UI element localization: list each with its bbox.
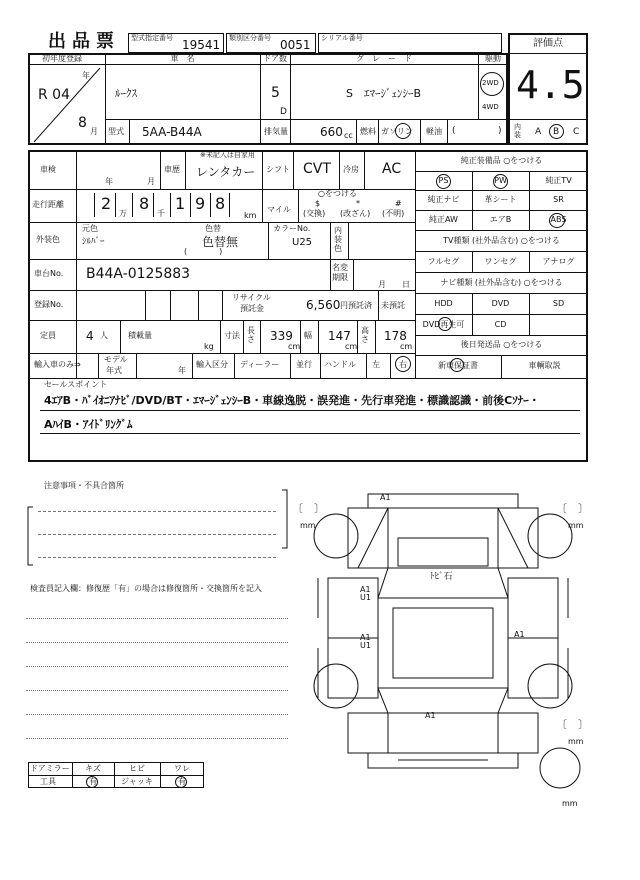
model-value: 5AA-B44A	[142, 125, 202, 139]
mileage-digit-4: 9	[195, 194, 206, 213]
mileage-km-unit: km	[244, 211, 257, 220]
jack-have: 有	[178, 777, 186, 786]
not-deposited: 未預託	[381, 301, 405, 310]
color-label: 外装色	[36, 235, 60, 244]
drive-label: 駆動	[485, 54, 501, 63]
tv-fullseg: フルセグ	[427, 257, 460, 266]
tv-oneseg: ワンセグ	[484, 257, 517, 266]
navi-dvd: DVD	[491, 299, 510, 308]
import-dealer: ディーラー	[240, 360, 280, 369]
jack-label: ジャッキ	[121, 777, 153, 786]
navi-dvd-play-circle	[438, 317, 452, 331]
color-change-label: 色替	[205, 224, 221, 233]
shift-label: シフト	[266, 165, 290, 174]
drive-4wd: 4WD	[482, 103, 499, 111]
class-no-label: 類別区分番号	[229, 34, 271, 42]
ac-value: AC	[382, 161, 402, 177]
recycle-label-1: リサイクル	[232, 293, 271, 302]
svg-text:mm: mm	[568, 521, 584, 530]
cc-label: 排気量	[264, 127, 288, 136]
mirror-scratch: キズ	[85, 764, 101, 773]
notes-label: 注意事項・不具合箇所	[44, 481, 124, 490]
doors-value: 5	[271, 85, 280, 101]
doors-label: ドア数	[263, 54, 287, 63]
equip-ps: PS	[438, 176, 449, 185]
mileage-digit-3: 1	[175, 194, 186, 213]
interior-score-label: 内装	[514, 123, 521, 139]
model-cert-label: 型式指定番号	[131, 34, 173, 42]
handle-right: 右	[399, 360, 407, 369]
ac-label: 冷房	[343, 165, 359, 174]
mileage-digit-1: 2	[101, 194, 112, 213]
mirror-crack: ヒビ	[129, 764, 145, 773]
equip-abs-circle	[549, 213, 565, 228]
equip-ps-circle	[436, 174, 451, 189]
svg-text:mm: mm	[562, 799, 578, 808]
equip-leather: 革シート	[484, 195, 517, 204]
recycle-value: 6,560	[306, 298, 341, 312]
shift-value: CVT	[303, 161, 331, 177]
mileage-unknown: (不明)	[382, 209, 405, 218]
navi-type-label: ナビ種類 (社外品含む) ○をつける	[440, 278, 563, 287]
svg-text:〔 〕: 〔 〕	[556, 718, 589, 731]
car-name-label: 車 名	[170, 54, 195, 63]
fuel-label: 燃料	[360, 127, 376, 136]
import-label: 輸入車のみ⇒	[34, 360, 81, 369]
score-value: 4.5	[516, 63, 585, 107]
mileage-digit-2: 8	[139, 194, 150, 213]
class-no-value: 0051	[280, 38, 311, 52]
model-year-label-1: モデル	[104, 355, 128, 364]
inspection-year-unit: 年	[105, 177, 113, 186]
form-title: 出品票	[48, 31, 120, 52]
cc-unit: cc	[344, 131, 353, 140]
mileage-label: 走行距離	[32, 200, 64, 209]
svg-text:〔 〕: 〔 〕	[556, 502, 589, 515]
drive-2wd: 2WD	[482, 79, 499, 87]
damage-rear: A1	[425, 711, 436, 720]
length-value: 339	[270, 329, 293, 343]
oem-equipment-label: 純正装備品 ○をつける	[460, 156, 543, 165]
reg-no-label: 登録No.	[34, 300, 64, 309]
equip-oem-tv: 純正TV	[545, 176, 572, 185]
interior-score-c: C	[573, 127, 580, 137]
notes-bracket	[25, 487, 290, 567]
equip-abs: ABS	[550, 215, 567, 224]
equip-oem-navi: 純正ナビ	[427, 195, 460, 204]
tool-have-circle	[86, 776, 98, 788]
sales-point-label: セールスポイント	[44, 380, 108, 389]
load-label: 積載量	[128, 331, 152, 340]
mirror-label: ドアミラー	[30, 764, 70, 773]
mileage-hash: #	[395, 199, 402, 208]
later-warranty: 新車保証書	[438, 361, 478, 370]
mileage-sen-unit: 千	[157, 209, 165, 218]
inspection-label: 車検	[40, 165, 56, 174]
first-reg-year-unit: 年	[82, 71, 90, 80]
load-unit: kg	[204, 342, 214, 351]
vin-label: 車台No.	[34, 269, 64, 278]
equip-sunroof: SR	[553, 195, 564, 204]
svg-text:mm: mm	[300, 521, 316, 530]
navi-hdd: HDD	[434, 299, 453, 308]
car-diagram	[288, 478, 628, 818]
mileage-digit-5: 8	[215, 194, 226, 213]
history-value: レンタカー	[196, 165, 256, 179]
mirror-break: ワレ	[174, 764, 190, 773]
later-warranty-circle	[450, 358, 464, 372]
tv-analog: アナログ	[542, 257, 575, 266]
door-type: D	[280, 107, 287, 117]
sales-point-line-1: 4ｴｱB・ﾊﾞｲｵﾆｱﾅﾋﾞ/DVD/BT・ｴﾏｰｼﾞｪﾝｼｰB・車線逸脱・誤発進・先行車発進・標識認識・前後Cｿﾅｰ・	[44, 394, 540, 407]
navi-dvd-play: DVD再生可	[422, 320, 465, 329]
length-unit: cm	[288, 342, 301, 351]
handle-left: 左	[372, 360, 380, 369]
first-reg-label: 初年度登録	[42, 54, 82, 63]
model-year-unit: 年	[178, 366, 186, 375]
capacity-label: 定員	[40, 331, 56, 340]
drive-2wd-circle	[480, 72, 504, 96]
tv-type-label: TV種類 (社外品含む) ○をつける	[443, 236, 560, 245]
fuel-other-close: )	[498, 126, 502, 136]
width-unit: cm	[345, 342, 358, 351]
handle-label: ハンドル	[324, 360, 356, 369]
width-value: 147	[328, 329, 351, 343]
inspection-month-unit: 月	[147, 177, 155, 186]
mileage-tick-label: ○をつける	[318, 189, 357, 198]
handle-right-circle	[395, 356, 411, 372]
model-cert-value: 19541	[182, 38, 221, 52]
damage-left-front: A1 U1	[360, 585, 371, 602]
history-note: ※未記入は自家用	[200, 151, 255, 159]
import-class-label: 輸入区分	[196, 360, 228, 369]
mileage-dollar: $	[315, 199, 321, 208]
color-change-value: 色替無	[202, 235, 239, 249]
later-manual: 車輌取説	[528, 361, 561, 370]
fuel-light-oil: 軽油	[426, 127, 442, 136]
fuel-other-open: (	[452, 126, 456, 136]
svg-text:mm: mm	[568, 737, 584, 746]
score-label: 評価点	[533, 38, 563, 49]
title-change-label: 名変期限	[332, 263, 348, 282]
capacity-value: 4	[86, 329, 94, 343]
grade-label: グ レ ー ド	[356, 54, 412, 63]
jack-have-circle	[175, 776, 187, 788]
damage-right-side: A1	[514, 630, 525, 639]
navi-sd: SD	[552, 299, 565, 308]
first-reg-year: R 04	[38, 87, 70, 103]
interior-b-circle	[549, 124, 564, 139]
damage-hood-stone: ﾄﾋﾞ石	[430, 572, 453, 582]
inspector-label: 検査員記入欄：修復歴「有」の場合は修復箇所・交換箇所を記入	[30, 584, 262, 593]
navi-cd: CD	[494, 320, 507, 329]
capacity-unit: 人	[100, 331, 108, 340]
dims-label: 寸法	[224, 331, 240, 340]
tool-have: 有	[89, 777, 97, 786]
car-name-value: ﾙｰｸｽ	[115, 87, 137, 100]
damage-front-bumper: A1	[380, 493, 391, 502]
length-label: 長さ	[247, 326, 255, 345]
color-code-label: カラーNo.	[273, 224, 311, 233]
interior-score-b: B	[553, 127, 560, 137]
model-label: 型式	[108, 127, 124, 136]
mileage-man-unit: 万	[119, 209, 127, 218]
sales-point-line-2: AﾊｲB・ｱｲﾄﾞﾘﾝｸﾞﾑ	[44, 418, 133, 431]
recycle-status: 円預託済	[340, 301, 372, 310]
first-reg-month-unit: 月	[90, 127, 98, 136]
interior-color-label: 内装色	[334, 226, 342, 254]
orig-color-label: 元色	[82, 224, 98, 233]
title-change-day: 日	[402, 280, 410, 289]
mileage-exchange: (交換)	[303, 209, 326, 218]
title-change-month: 月	[378, 280, 386, 289]
cc-value: 660	[320, 125, 343, 139]
tool-label: 工具	[40, 777, 56, 786]
model-year-label-2: 年式	[106, 366, 122, 375]
equip-oem-aw: 純正AW	[429, 215, 458, 224]
serial-label: シリアル番号	[321, 34, 363, 42]
vin-value: B44A-0125883	[86, 266, 191, 282]
recycle-label-2: 預託金	[240, 304, 264, 313]
grade-value: S ｴﾏｰｼﾞｪﾝｼｰB	[346, 87, 422, 100]
interior-score-a: A	[535, 127, 542, 137]
height-value: 178	[384, 329, 407, 343]
equip-airbag: エアB	[489, 215, 512, 224]
mileage-star: *	[356, 199, 360, 208]
fuel-gasoline: ガソリン	[381, 127, 413, 136]
equip-pw-circle	[493, 174, 508, 189]
mile-label: マイル	[267, 205, 291, 214]
history-label: 車歴	[164, 165, 180, 174]
height-label: 高さ	[361, 326, 369, 345]
mileage-tampered: (改ざん)	[340, 209, 371, 218]
import-parallel: 並行	[296, 360, 312, 369]
width-label: 幅	[304, 331, 312, 340]
equip-pw: PW	[494, 176, 507, 185]
color-code-value: U25	[292, 237, 313, 248]
color-change-paren: ( )	[184, 247, 223, 256]
damage-left-rear: A1 U1	[360, 633, 371, 650]
svg-text:〔 〕: 〔 〕	[292, 502, 325, 515]
orig-color-value: ｼﾙﾊﾞｰ	[82, 237, 105, 247]
height-unit: cm	[400, 342, 413, 351]
first-reg-month: 8	[78, 115, 87, 131]
later-items-label: 後日発送品 ○をつける	[460, 340, 543, 349]
fuel-gasoline-circle	[395, 123, 411, 139]
